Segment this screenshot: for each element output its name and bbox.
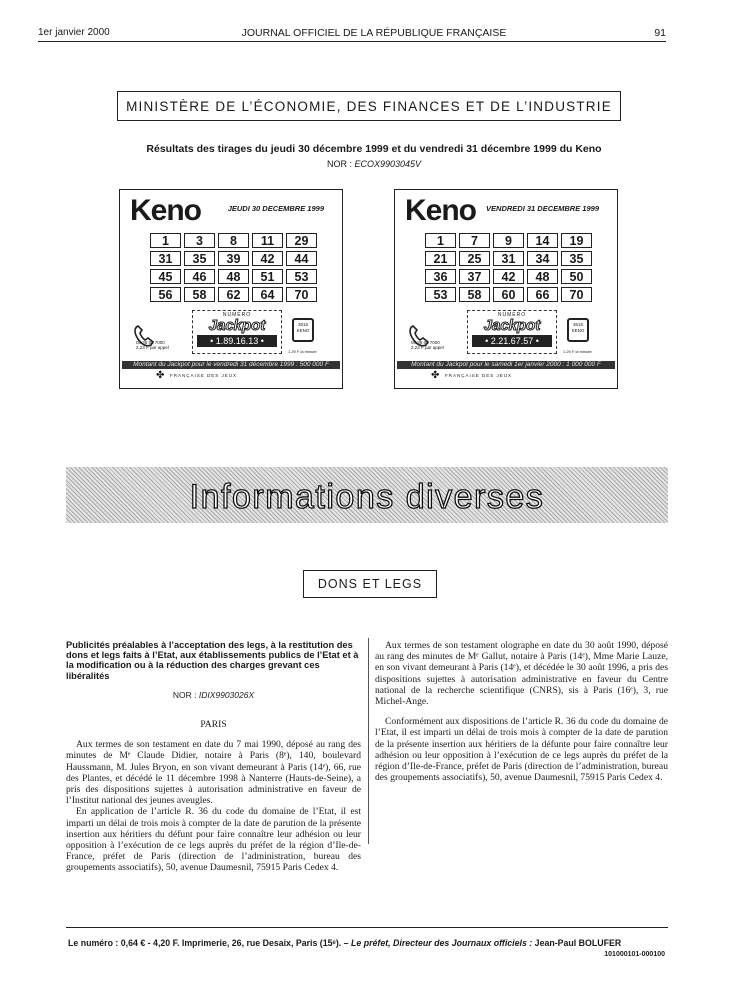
nor-code: ECOX9903045V bbox=[354, 159, 422, 169]
keno-ticket-friday bbox=[394, 189, 618, 389]
header-rule bbox=[38, 41, 666, 42]
jackpot-box bbox=[192, 310, 282, 354]
drawn-number: 34 bbox=[527, 251, 558, 266]
drawn-number: 35 bbox=[184, 251, 215, 266]
city-heading: PARIS bbox=[200, 719, 227, 731]
jackpot-number: • 2.21.67.57 • bbox=[472, 335, 552, 347]
drawn-number: 1 bbox=[150, 233, 181, 248]
jackpot-amount-band: Montant du Jackpot pour le vendredi 31 décembre 1999 : 500 000 F bbox=[122, 361, 340, 369]
paragraph: Aux termes de son testament en date du 7 mai 1990, déposé au rang des minutes de Mᵉ Claude Didier, notaire à Paris (8ᵉ), 140, boulevard Haussmann, M. Jules Bryon, en son vivant demeurant à Paris (14ᵉ), 66, rue des Plantes, et décédé le 11 décembre 1998 à Nanterre (Hauts-de-Seine), a pris des dispositions sujettes à autorisation administrative en faveur de l’Institut national des jeunes aveugles. bbox=[66, 739, 361, 807]
drawn-number: 3 bbox=[184, 233, 215, 248]
drawn-number: 45 bbox=[150, 269, 181, 284]
ministry-heading: MINISTÈRE DE L’ÉCONOMIE, DES FINANCES ET DE L’INDUSTRIE bbox=[117, 91, 621, 121]
drawn-number: 56 bbox=[150, 287, 181, 302]
drawn-number: 44 bbox=[286, 251, 317, 266]
drawn-number: 31 bbox=[150, 251, 181, 266]
phone-number: 08 36 68 7000 bbox=[136, 340, 165, 345]
nor-code: IDIX9903026X bbox=[198, 689, 255, 700]
drawn-number: 48 bbox=[218, 269, 249, 284]
keno-ticket-thursday bbox=[119, 189, 343, 389]
drawn-number: 19 bbox=[561, 233, 592, 248]
banner-title: Informations diverses bbox=[189, 477, 545, 516]
jackpot-box bbox=[467, 310, 557, 354]
minitel-note: 1,29 F la minute bbox=[288, 349, 317, 354]
footer-director: Le préfet, Directeur des Journaux officiels : bbox=[351, 938, 533, 948]
minitel-icon: 3615 KENO bbox=[567, 318, 589, 342]
drawn-number: 70 bbox=[286, 287, 317, 302]
footer-name: Jean-Paul BOLUFER bbox=[534, 938, 622, 948]
drawn-number: 37 bbox=[459, 269, 490, 284]
jackpot-label: Jackpot bbox=[208, 317, 266, 334]
footer-price: Le numéro : 0,64 € - 4,20 F. Imprimerie, 26, rue Desaix, Paris (15ᵉ). – bbox=[68, 938, 349, 948]
drawn-number: 70 bbox=[561, 287, 592, 302]
article-column-right bbox=[375, 640, 668, 783]
drawn-number: 53 bbox=[286, 269, 317, 284]
numero-label: NUMERO bbox=[497, 312, 527, 318]
phone-number: 08 36 68 7000 bbox=[411, 340, 440, 345]
nor-label: NOR : bbox=[326, 159, 352, 169]
results-title: Résultats des tirages du jeudi 30 décembre 1999 et du vendredi 31 décembre 1999 du Keno bbox=[146, 143, 602, 155]
drawn-number: 42 bbox=[252, 251, 283, 266]
ticket-date: VENDREDI 31 DECEMBRE 1999 bbox=[486, 204, 599, 213]
drawn-number: 14 bbox=[527, 233, 558, 248]
paragraph: Aux termes de son testament olographe en date du 30 août 1990, déposé au rang des minutes de Mᵉ Gallut, notaire à Paris (14ᵉ), Mme Marie Lauze, en son vivant demeurant à Paris (14ᵉ), et décédée le 30 août 1996, a pris des dispositions sujettes à autorisation administrative en faveur du Centre national de la recherche scientifique (CNRS), sis à Paris (16ᵉ), 3, rue Michel-Ange. bbox=[375, 640, 668, 708]
drawn-number: 7 bbox=[459, 233, 490, 248]
drawn-number: 35 bbox=[561, 251, 592, 266]
jackpot-number: • 1.89.16.13 • bbox=[197, 335, 277, 347]
drawn-number: 53 bbox=[425, 287, 456, 302]
drawn-number: 66 bbox=[527, 287, 558, 302]
section-banner bbox=[66, 467, 668, 523]
journal-title: JOURNAL OFFICIEL DE LA RÉPUBLIQUE FRANÇAISE bbox=[241, 27, 507, 39]
drawn-number: 64 bbox=[252, 287, 283, 302]
drawn-number: 60 bbox=[493, 287, 524, 302]
drawn-number: 8 bbox=[218, 233, 249, 248]
drawn-number: 36 bbox=[425, 269, 456, 284]
article-nor bbox=[66, 690, 361, 701]
fdj-label: FRANÇAISE DES JEUX bbox=[170, 373, 238, 378]
drawn-number: 29 bbox=[286, 233, 317, 248]
drawn-numbers-grid bbox=[425, 233, 592, 302]
drawn-number: 46 bbox=[184, 269, 215, 284]
footer-imprint bbox=[68, 938, 668, 948]
footer-code: 101000101-000100 bbox=[604, 951, 665, 958]
drawn-number: 1 bbox=[425, 233, 456, 248]
drawn-number: 11 bbox=[252, 233, 283, 248]
drawn-number: 39 bbox=[218, 251, 249, 266]
paragraph: Conformément aux dispositions de l’article R. 36 du code du domaine de l’Etat, il est imparti un délai de trois mois à compter de la date de parution de la présente insertion aux héritiers de la défunte pour faire connaître leur adhésion ou leur opposition à l’exécution de ce legs auprès du préfet de la région d’Ile-de-France, préfet de Paris (direction de l’administration, bureau des groupements associatifs), 50, avenue Daumesnil, 75915 Paris Cedex 4. bbox=[375, 716, 668, 784]
phone-info bbox=[411, 340, 444, 350]
phone-note: 2,23 F par appel bbox=[411, 345, 444, 350]
clover-icon: ✤ bbox=[156, 370, 165, 381]
jackpot-label: Jackpot bbox=[483, 317, 541, 334]
page-number: 91 bbox=[654, 27, 666, 39]
header-date: 1er janvier 2000 bbox=[38, 27, 110, 38]
article-column-left bbox=[66, 640, 361, 874]
article-title: Publicités préalables à l’acceptation des legs, à la restitution des dons et legs faits à l’Etat, aux établissements publics de l’Etat et à la modification ou à la réduction des charges grevant ces libéralités bbox=[66, 640, 359, 681]
jackpot-amount-band: Montant du Jackpot pour le samedi 1er janvier 2000 : 1 000 000 F bbox=[397, 361, 615, 369]
keno-logo: Keno bbox=[405, 194, 476, 227]
ticket-date: JEUDI 30 DECEMBRE 1999 bbox=[227, 204, 324, 213]
drawn-number: 9 bbox=[493, 233, 524, 248]
footer-rule bbox=[66, 927, 668, 928]
drawn-number: 62 bbox=[218, 287, 249, 302]
nor-label: NOR : bbox=[172, 689, 197, 700]
minitel-icon: 3615 KENO bbox=[292, 318, 314, 342]
results-nor bbox=[0, 159, 748, 169]
drawn-number: 58 bbox=[184, 287, 215, 302]
minitel-note: 1,29 F la minute bbox=[563, 349, 592, 354]
phone-note: 2,23 F par appel bbox=[136, 345, 169, 350]
fdj-label: FRANÇAISE DES JEUX bbox=[445, 373, 513, 378]
drawn-number: 48 bbox=[527, 269, 558, 284]
drawn-number: 25 bbox=[459, 251, 490, 266]
drawn-number: 50 bbox=[561, 269, 592, 284]
drawn-number: 58 bbox=[459, 287, 490, 302]
section-heading: DONS ET LEGS bbox=[303, 570, 437, 598]
drawn-number: 42 bbox=[493, 269, 524, 284]
keno-logo: Keno bbox=[130, 194, 201, 227]
column-divider bbox=[368, 638, 369, 844]
drawn-number: 21 bbox=[425, 251, 456, 266]
drawn-number: 51 bbox=[252, 269, 283, 284]
drawn-numbers-grid bbox=[150, 233, 317, 302]
clover-icon: ✤ bbox=[431, 370, 440, 381]
drawn-number: 31 bbox=[493, 251, 524, 266]
phone-info bbox=[136, 340, 169, 350]
paragraph: En application de l’article R. 36 du code du domaine de l’Etat, il est imparti un délai de trois mois à compter de la date de parution de la présente insertion aux héritiers du défunt pour faire connaître leur adhésion ou leur opposition à l’exécution de ce legs auprès du préfet de la région d’Ile-de-France, préfet de Paris (direction de l’administration, bureau des groupements associatifs), 50, avenue Daumesnil, 75915 Paris Cedex 4. bbox=[66, 806, 361, 874]
numero-label: NUMERO bbox=[222, 312, 252, 318]
